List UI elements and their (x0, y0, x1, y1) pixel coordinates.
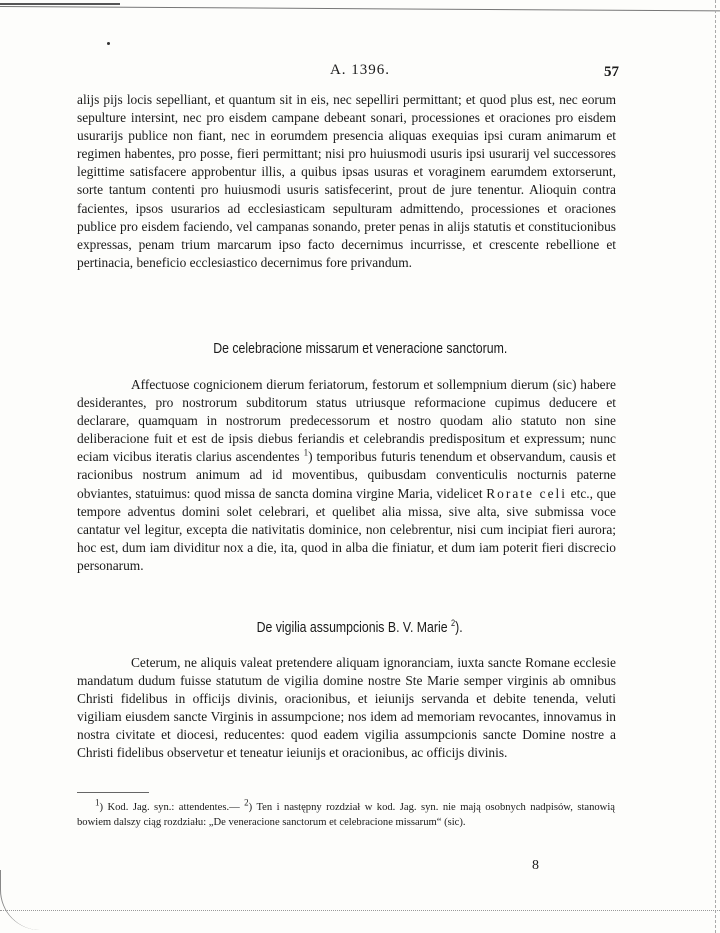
section-heading-wrapper (257, 619, 463, 636)
section-heading-text: De celebracione missarum et veneracione sanctorum. (213, 340, 507, 357)
speck-mark (107, 42, 110, 45)
footnote-2-text: ) Ten i następny rozdział w kod. Jag. syn. nie mają osobnych nadpisów, stanowią bowiem dalszy ciąg rozdziału: „De veneracione sanctorum et celebracione missarum“ (sic). (77, 802, 615, 829)
footnote-1-text: ) Kod. Jag. syn.: attendentes.— (99, 802, 240, 813)
page-edge-top (0, 6, 720, 11)
section-body-celebracione (77, 376, 616, 575)
text-part-b: ) temporibus futuris tenendum et observandum, causis et racionibus nostrum animum ad id moventibus, quibusdam conventiculis nocturnis paterne obviantes, statuimus: quod missa de sancta domina virgine Maria, videlicet (77, 449, 616, 501)
footnote-mark-2: 2 (244, 797, 249, 808)
section-heading-celebracione (0, 340, 720, 357)
running-head: A. 1396. (329, 62, 391, 78)
footnote-ref-1: 1 (303, 447, 309, 458)
section-paragraph (77, 376, 616, 575)
page-edge-bottom (0, 910, 720, 911)
heading-close: ). (455, 619, 463, 636)
section-body-vigilia (77, 654, 616, 763)
text-part-c: etc., que tempore adventus domini solet celebrari, et quelibet alia missa, sive alta, sive submissa voce cantatur vel legitur, excepta die nativitatis dominice, non celebrentur, nisi cum incipiat fieri aurora; hoc est, dum iam dividitur nox a die, ita, quod in alba die finiatur, et dum iam poterit fieri discrecio personarum. (77, 485, 616, 573)
footnotes (77, 797, 615, 830)
section-heading-vigilia (0, 619, 720, 636)
page-edge-curl (0, 870, 41, 930)
footnote-mark-1: 1 (95, 797, 100, 808)
footnote-ref-2: 2 (451, 618, 456, 628)
section-heading-text: De vigilia assumpcionis B. V. Marie (256, 619, 448, 636)
paragraph-continuation (77, 91, 616, 272)
folio-number: 8 (532, 858, 539, 873)
page-edge-top-thick (0, 3, 120, 5)
section-paragraph: Ceterum, ne aliquis valeat pretendere aliquam ignoranciam, iuxta sancte Romane ecclesie mandatum dudum fuisse statutum de vigilia domine nostre Ste Marie semper virginis ab omnibus Christi fidelibus in officijs divinis, oracionibus, et ieiunijs servanda et debite tenenda, veluti vigiliam eiusdem sancte Virginis in assumpcione; nos idem ad memoriam revocantes, innovamus in nostra civitate et diocesi, reducentes: quod eadem vigilia assumpcionis sancte Domine nostre a Christi fidelibus observetur et teneatur ieiunijs et oracionibus, ac officijs divinis. (77, 655, 616, 761)
text-part-a: Affectuose cognicionem dierum feriatorum, festorum et sollempnium dierum (sic) habere desiderantes, pro nostrorum subditorum status utriusque reformacione cupimus deducere et declarare, quamquam in nostrorum predecessorum et nostro quodam alio statuto non sine deliberacione fuit et est de ipsis diebus feriandis et celebrandis predispositum et expressum; nunc eciam vicibus iteratis clarius ascendentes (77, 377, 616, 465)
paragraph-text: alijs pijs locis sepelliant, et quantum sit in eis, nec sepelliri permittant; et quod plus est, nec eorum sepulture intersint, nec pro eisdem campane debeant sonari, processiones et oraciones pro eisdem usurarijs publice non fiant, nec in eorumdem presencia aliquas exequias ipsi curam animarum et regimen habentes, pro posse, fieri permittant; nisi pro huiusmodi usuris ipsi usurarij vel successores legittime satisfacere approbentur illis, a quibus ipsas usuras et voraginem earumdem extorserunt, sorte tantum contenti pro huiusmodi usuris satisfecerint, prout de jure tenentur. Alioquin contra facientes, ipsos usurarios ad ecclesiasticam sepulturam admittendo, processiones et oraciones publice pro eisdem faciendo, vel campanas sonando, preter penas in alijs statutis et constitucionibus expressas, penam trium marcarum ipso facto decernimus incurrisse, et crescente rebellione et pertinacia, beneficio ecclesiastico decernimus fore privandum. (77, 92, 616, 270)
spaced-text: Rorate celi (486, 485, 567, 501)
page-number: 57 (604, 64, 619, 80)
page-edge-right (715, 0, 716, 933)
footnote-rule (77, 792, 149, 793)
